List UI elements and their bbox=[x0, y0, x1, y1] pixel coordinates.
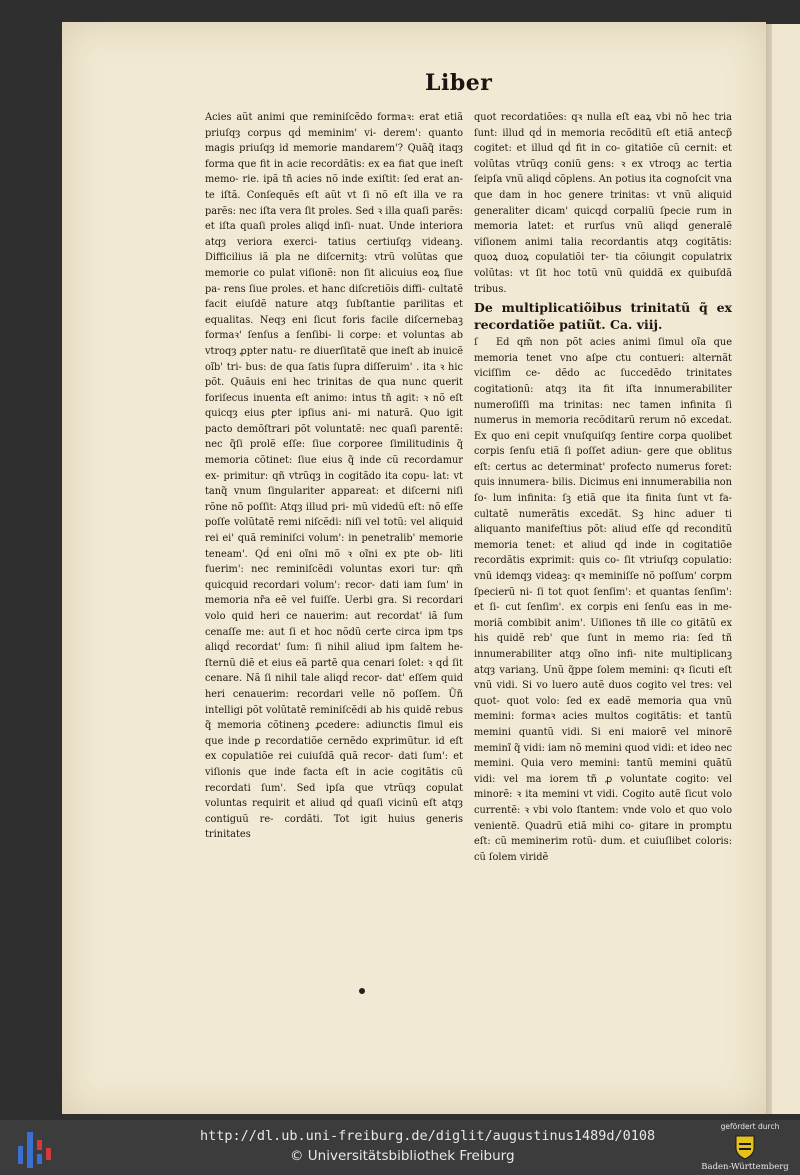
ub-freiburg-logo-icon[interactable] bbox=[14, 1126, 54, 1170]
left-column-text: Acies aũt animi que reminiſcẽdo formaꝛ: erat etiã priuſqȝ corpus qḋ meminim' vi- derem': quanto magis priuſqȝ id memorie mandarem'? Quãq̃ itaqȝ forma que fit in acie recordãtis: ex ea fiat que ineſt memo- rie. ipã tñ acies nõ inde exiſtit: ſed erat an- te iſtã. Conſequẽs eſt aũt vt ſi nõ eſt illa ve ra parẽs: nec iſta vera ſit proles. Sed ꝛ illa quaſi parẽs: et iſta quaſi proles aliqḋ inſi- nuat. Unde interiora atqȝ veriora exerci- tatius certiuſqȝ videanꝫ. Difficilius iã pla ne diſcernitꝫ: vtrũ volũtas que memorie co pulat viſionẽ: non ſit alicuius eoꝝ ſiue pa- rens ſiue proles. et hanc diſcretiõis diffi- cultatẽ facit eiuſdẽ nature atqȝ ſubſtantie parilitas et equalitas. Neqȝ eni ſicut foris facile diſcernebaꝫ formaꝛ' ſenſus a ſenſibi- li corpe: et voluntas ab vtroqȝ ꝓpter natu- re diuerſitatẽ que ineſt ab inuicẽ oĩb' tri- bus: de qua ſatis ſupra diſſeruim' . ita ꝛ hic põt. Quãuis eni hec trinitas de qua nunc querit foriſecus inuenta eſt animo: intus tñ agit: ꝛ nõ eſt quicqȝ eius ꝑter ipſius ani- mi naturã. Quo igit pacto demõſtrari põt voluntatẽ: nec quaſi parentẽ: nec q̃ſi prolẽ eſſe: ſiue corporee ſimilitudinis q̃ memoria cõtinet: ſiue eius q̃ inde cũ recordamur ex- primitur: qñ vtrũqȝ in cogitãdo ita copu- lat: vt tanq̃ vnum ſingulariter appareat: et diſcerni niſi rõne nõ poſſit: Atqȝ illud pri- mũ videdũ eſt: nõ eſſe poſſe volũtatẽ remi niſcẽdi: niſi vel totũ: vel aliquid rei ei' quã reminiſci volum': in penetralib' memorie teneam'. Qḋ eni oĩni mõ ꝛ oĩni ex pte ob- liti fuerim': nec reminiſcẽdi voluntas exori tur: qm̃ quicquid recordari volum': recor- dati iam ſum' in memoria nr̃a eẽ vel fuiſſe. Uerbi gra. Si recordari volo quid heri ce nauerim: aut recordat' iã ſum cenaſſe me: aut ſi et hoc nõdũ certe circa ipm tps aliqḋ recordat' ſum: ſi nihil aliud ipm ſaltem he- ſternũ diẽ et eius eã partẽ qua cenari ſolet: ꝛ qḋ ſit cenare. Nã ſi nihil tale aliqḋ recor- dat' eſſem quid heri cenauerim: recordari velle nõ poſſem. Ũñ intelligi põt volũtatẽ reminiſcẽdi ab his quidẽ rebus q̃ memoria cõtinenꝫ ꝓcedere: adiunctis ſimul eis que inde ꝑ recordatiõe cernẽdo exprimũtur. id eſt ex copulatiõe rei cuiuſdã quã recor- dati ſum': et viſionis que inde facta eſt in acie cogitãtis cũ recordati ſum'. Sed ipſa que vtrũqȝ copulat voluntas requirit et aliud qḋ quaſi vicinũ eſt atqȝ contiguũ re- cordãti. Tot igit huius generis trinitates bbox=[205, 112, 463, 841]
right-column-text-before: quot recordatiões: qꝛ nulla eſt eaꝝ vbi nõ hec tria ſunt: illud qḋ in memoria recõditũ eſt etiã antecp̃ cogitet: et illud qḋ fit in co- gitatiõe cũ cernit: et volũtas vtrũqȝ coniũ gens: ꝛ ex vtroqȝ ac tertia ſeipſa vnũ aliqḋ cõplens. An potius ita cognoſcit vna que dam in hoc genere trinitas: vt vnũ aliquid generaliter dicam' quicqḋ corpaliũ ſpecie rum in memoria latet: et rurſus vnũ aliqḋ generalẽ viſionem animi talia recordantis atqȝ cogitãtis: quoꝝ duoꝝ copulatiõi ter- tia cõiungit copulatrix volũtas: vt ſit hoc totũ vnũ quiddã ex quibuſdã tribus. bbox=[474, 112, 732, 295]
viewer-footer bbox=[0, 1120, 800, 1175]
baden-wuerttemberg-coat-of-arms-icon bbox=[734, 1134, 756, 1160]
initial-guide-letter: ſ bbox=[474, 337, 478, 349]
chapter-heading: De multiplicatiõibus trinitatũ q̃ ex recordatiõe patiũt. Ca. viij. bbox=[474, 300, 732, 333]
facing-page bbox=[772, 24, 800, 1114]
sponsor-block[interactable] bbox=[690, 1122, 800, 1175]
sponsor-label: gefördert durch bbox=[720, 1122, 780, 1131]
text-column-left bbox=[205, 110, 463, 843]
sponsor-name: Baden-Württemberg bbox=[701, 1162, 789, 1172]
text-column-right bbox=[474, 110, 732, 865]
right-column-body: Ed qm̃ non põt acies animi ſimul oĩa que memoria tenet vno aſpe ctu contueri: alternãt viciſſim ce- dẽdo ac ſuccedẽdo trinitates cogitationũ: atqȝ ita fit iſta innumerabiliter numeroſiſſi ma trinitas: nec tamen infinita ſi numerus in memoria recõditarũ rerum nõ excedat. Ex quo eni cepit vnuſquiſqȝ ſentire corpa quolibet corpis ſenſu etiã ſi poſſet adiun- gere que oblitus eſt: certus ac determinat' profecto numerus foret: quis innumera- bilis. Dicimus eni innumerabilia non ſo- lum infinita: ſꝫ etiã que ita finita ſunt vt fa- cultatẽ numerãtis excedãt. Sꝫ hinc aduer ti aliquanto manifeſtius põt: aliud eſſe qḋ reconditũ memoria tenet: et aliud qḋ inde in cogitatiõe recordãtis exprimit: quis co- ſit vtriuſqȝ copulatio: vnũ idemqȝ videaꝫ: qꝛ meminiſſe nõ poſſum' corpm ſpecierũ ni- ſi tot quot ſenſim': et quantas ſenſim': et ſi- cut ſenſim'. ex corpis eni ſenſu eas in me- moriã combibit anim'. Uiſiones tñ ille co gitãtũ ex his quidẽ reb' que ſunt in memo ria: ſed tñ innumerabiliter atqȝ oĩno infi- nite multiplicanꝫ atqȝ varianꝫ. Unũ q̃ppe ſolem memini: qꝛ ſicuti eſt vnũ vidi. Si vo luero autẽ duos cogito vel tres: vel quot- quot volo: ſed ex eadẽ memoria qua vnũ memini: formaꝛ acies multos cogitãtis: et tantũ memini quantũ vidi. Si eni maiorẽ vel minorẽ meminĩ q̃ vidi: iam nõ memini quod vidi: et ideo nec memini. Quia vero memini: tantũ memini quãtũ vidi: vel ma iorem tñ ꝓ voluntate cogito: vel minorẽ: ꝛ ita memini vt vidi. Cogito autẽ ſicut volo currentẽ: ꝛ vbi volo ſtantem: vnde volo et quo volo venientẽ. Quadrũ etiã mihi co- gitare in promptu eſt: cũ meminerim rotũ- dum. et cuiuſlibet coloris: cũ ſolem viridẽ bbox=[474, 337, 732, 863]
permalink-url[interactable]: http://dl.ub.uni-freiburg.de/diglit/augustinus1489d/0108 bbox=[200, 1128, 656, 1144]
page-mark-dot bbox=[359, 988, 365, 994]
right-column-text-after bbox=[474, 335, 732, 865]
copyright-notice: © Universitätsbibliothek Freiburg bbox=[290, 1148, 515, 1164]
running-head: Liber bbox=[425, 70, 493, 96]
